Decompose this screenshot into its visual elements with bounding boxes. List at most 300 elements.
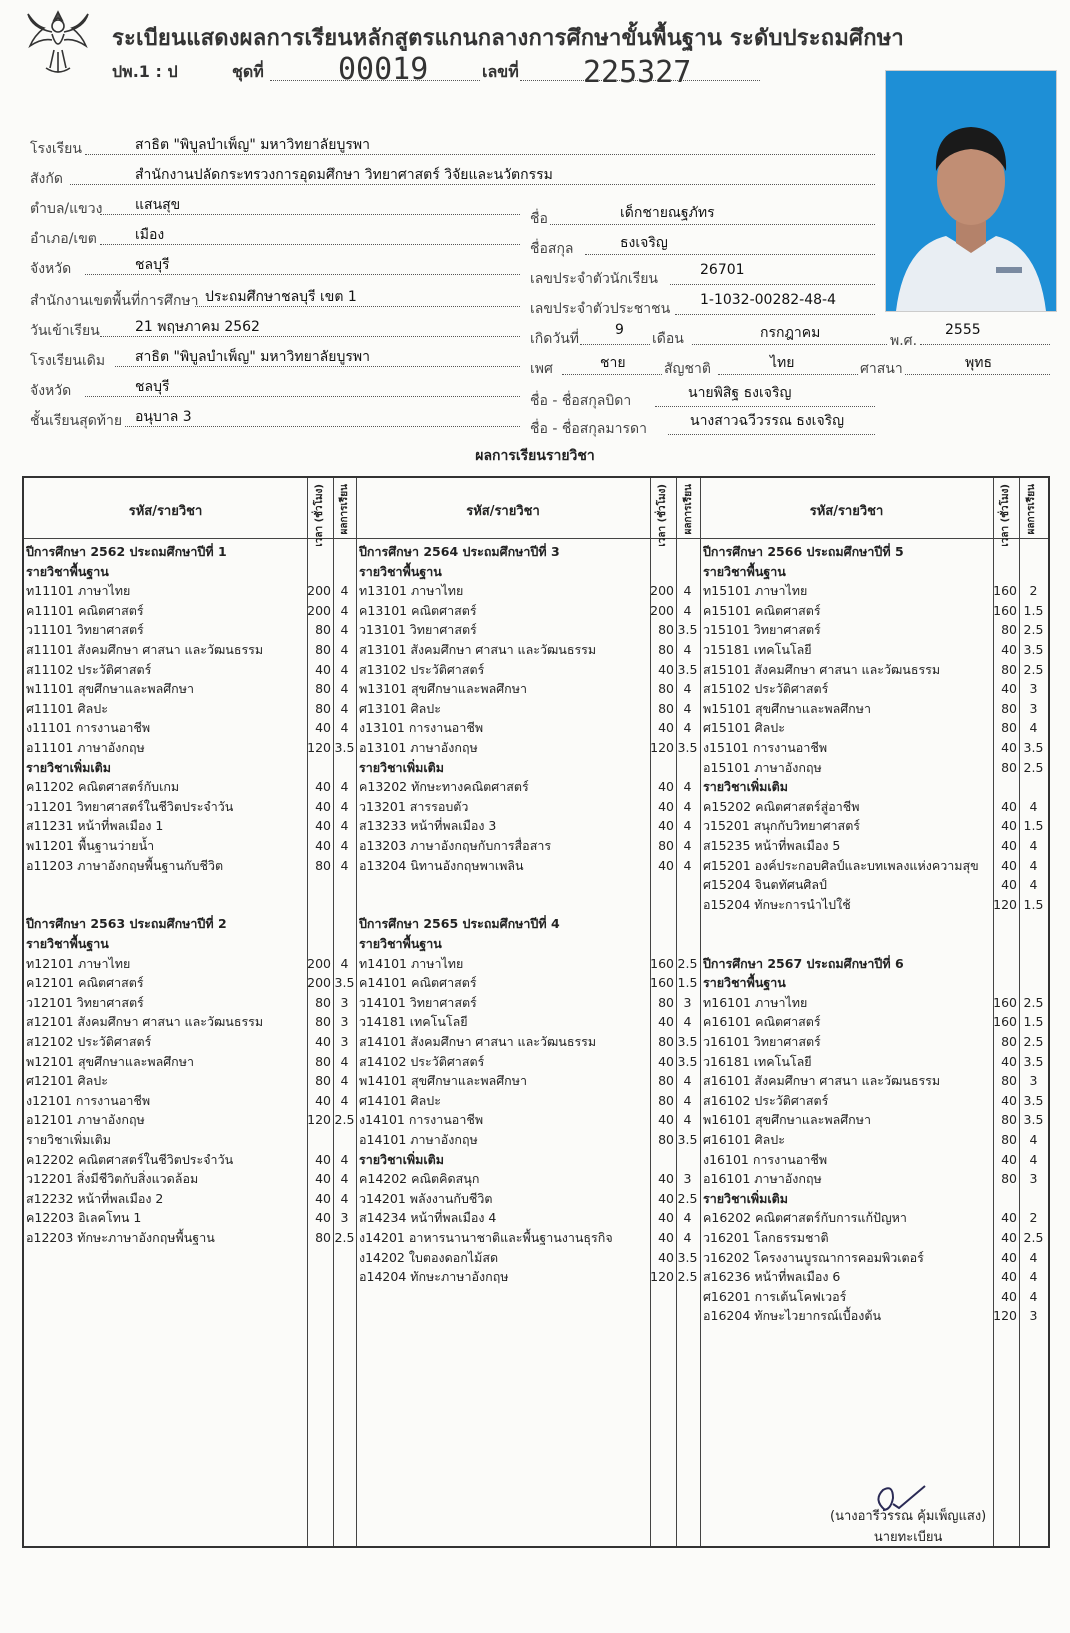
hours-value: 120 (993, 896, 1017, 912)
hours-value: 80 (658, 1034, 674, 1049)
section-heading: รายวิชาพื้นฐาน (703, 563, 786, 579)
subject-name: ศ15201 องค์ประกอบศิลป์และบทเพลงแห่งความสุข (703, 857, 979, 873)
subject-name: พ16101 สุขศึกษาและพลศึกษา (703, 1112, 872, 1128)
table-row (24, 542, 1048, 562)
hours-value: 160 (993, 994, 1017, 1010)
subject-name: อ14101 ภาษาอังกฤษ (359, 1132, 478, 1147)
grade-value: 4 (1029, 857, 1038, 873)
entry-date-value: 21 พฤษภาคม 2562 (135, 319, 260, 335)
grade-value: 4 (683, 583, 692, 599)
grade-value: 4 (1029, 798, 1038, 814)
subject-name: ว13101 วิทยาศาสตร์ (359, 622, 477, 638)
hours-value: 80 (1001, 1073, 1017, 1089)
hours-value: 40 (658, 1249, 674, 1265)
subject-name: ค15101 คณิตศาสตร์ (703, 602, 821, 618)
table-row (24, 718, 1048, 738)
hours-value: 200 (307, 975, 331, 991)
hours-value: 40 (658, 818, 674, 834)
hours-value: 40 (658, 1112, 674, 1128)
religion-value: พุทธ (965, 355, 993, 371)
grade-value: 3 (1029, 681, 1038, 697)
born-year-value: 2555 (945, 322, 981, 338)
grade-value: 3.5 (1023, 642, 1044, 657)
no-number: 225327 (583, 55, 692, 90)
district-value: เมือง (135, 227, 165, 243)
results-section-title: ผลการเรียนรายวิชา (475, 448, 595, 464)
table-row (24, 601, 1048, 621)
subject-name: ท12101 ภาษาไทย (26, 955, 131, 971)
grade-value: 4 (683, 838, 692, 853)
prev-school-label: โรงเรียนเดิม (30, 353, 106, 369)
last-grade-value: อนุบาล 3 (135, 409, 192, 425)
col-header-subject-1: รหัส/รายวิชา (128, 504, 203, 519)
hours-value: 40 (315, 838, 331, 853)
col-header-hours-3: เวลา (ชั่วโมง) (1000, 484, 1011, 547)
grade-value: 3.5 (1023, 1112, 1044, 1128)
grade-value: 2.5 (1023, 1034, 1044, 1049)
citizen-id-value: 1-1032-00282-48-4 (700, 292, 837, 308)
hours-value: 40 (1001, 877, 1017, 893)
subject-name: อ15204 ทักษะการนำไปใช้ (703, 896, 851, 912)
grade-value: 4 (340, 857, 349, 873)
grade-value: 3.5 (677, 1034, 698, 1049)
col-header-subject-2: รหัส/รายวิชา (466, 504, 540, 519)
table-row (24, 1248, 1048, 1268)
grade-value: 3.5 (677, 1249, 698, 1265)
table-row (24, 1110, 1048, 1130)
prev-province-label: จังหวัด (30, 383, 72, 399)
table-row (24, 1032, 1048, 1052)
name-value: เด็กชายณฐภัทร (620, 205, 715, 221)
subject-name: รายวิชาเพิ่มเติม (26, 1132, 111, 1147)
grade-value: 4 (1029, 1288, 1038, 1304)
subject-name: อ16101 ภาษาอังกฤษ (703, 1171, 822, 1187)
hours-value: 40 (315, 1171, 331, 1187)
table-row (24, 797, 1048, 817)
subject-name: ส14234 หน้าที่พลเมือง 4 (359, 1210, 497, 1226)
hours-value: 40 (658, 720, 674, 736)
grade-value: 2.5 (677, 955, 698, 971)
hours-value: 80 (658, 994, 674, 1010)
religion-label: ศาสนา (860, 361, 903, 377)
subject-name: อ12203 ทักษะภาษาอังกฤษพื้นฐาน (26, 1230, 215, 1245)
section-heading: รายวิชาเพิ่มเติม (703, 1190, 788, 1206)
nationality-value: ไทย (770, 355, 795, 371)
col-header-grade-3: ผลการเรียน (1026, 484, 1037, 535)
subject-name: ท13101 ภาษาไทย (359, 583, 464, 599)
table-row (24, 934, 1048, 954)
hours-value: 40 (315, 1151, 331, 1167)
subject-name: อ13204 นิทานอังกฤษพาเพลิน (359, 857, 524, 873)
subject-name: ส13101 สังคมศึกษา ศาสนา และวัฒนธรรม (359, 642, 597, 657)
hours-value: 40 (315, 779, 331, 795)
hours-value: 80 (1001, 700, 1017, 716)
table-row (24, 1267, 1048, 1287)
grade-value: 4 (340, 602, 349, 618)
table-row (24, 875, 1048, 895)
table-row (24, 581, 1048, 601)
subject-name: ง14201 อาหารนานาชาติและพื้นฐานงานธุรกิจ (359, 1230, 613, 1245)
subject-name: ค15202 คณิตศาสตร์สู่อาชีพ (703, 798, 860, 814)
section-heading: รายวิชาพื้นฐาน (703, 975, 786, 991)
hours-value: 120 (307, 1112, 331, 1128)
hours-value: 80 (315, 622, 331, 638)
subject-name: ว14201 พลังงานกับชีวิต (359, 1190, 493, 1206)
grade-value: 3.5 (677, 1132, 698, 1147)
subject-name: ศ11101 ศิลปะ (26, 700, 108, 716)
grade-value: 3 (1029, 1073, 1038, 1089)
school-label: โรงเรียน (30, 141, 82, 157)
signature-block (830, 1505, 986, 1547)
grade-value: 2.5 (334, 1112, 355, 1128)
subject-name: ท15101 ภาษาไทย (703, 583, 808, 599)
grade-value: 4 (1029, 1151, 1038, 1167)
table-row (24, 856, 1048, 876)
subject-name: ส12101 สังคมศึกษา ศาสนา และวัฒนธรรม (26, 1014, 264, 1030)
hours-value: 40 (658, 661, 674, 677)
table-row (24, 816, 1048, 836)
student-id-label: เลขประจำตัวนักเรียน (530, 271, 659, 287)
hours-value: 40 (1001, 1230, 1017, 1245)
grade-value: 4 (1029, 720, 1038, 736)
grade-value: 4 (340, 1073, 349, 1089)
section-heading: ปีการศึกษา 2563 ประถมศึกษาปีที่ 2 (26, 916, 227, 932)
grade-value: 2.5 (1023, 622, 1044, 638)
table-row (24, 914, 1048, 934)
table-row (24, 1306, 1048, 1326)
hours-value: 40 (315, 798, 331, 814)
grade-value: 4 (683, 779, 692, 795)
hours-value: 40 (315, 1034, 331, 1049)
hours-value: 40 (658, 798, 674, 814)
section-heading: รายวิชาพื้นฐาน (26, 563, 109, 579)
subject-name: ส16236 หน้าที่พลเมือง 6 (703, 1269, 841, 1285)
grade-value: 3 (683, 1171, 692, 1187)
table-row (24, 993, 1048, 1013)
subject-name: ส14102 ประวัติศาสตร์ (359, 1053, 485, 1069)
grade-value: 4 (1029, 1269, 1038, 1285)
entry-date-label: วันเข้าเรียน (30, 323, 100, 339)
subject-name: อ16204 ทักษะไวยากรณ์เบื้องต้น (703, 1308, 882, 1324)
grade-value: 4 (683, 818, 692, 834)
hours-value: 160 (993, 602, 1017, 618)
hours-value: 160 (650, 955, 674, 971)
grade-value: 4 (340, 1053, 349, 1069)
hours-value: 200 (307, 583, 331, 599)
subject-name: ค11101 คณิตศาสตร์ (26, 602, 144, 618)
subject-name: พ11101 สุขศึกษาและพลศึกษา (26, 681, 195, 697)
subject-name: ศ13101 ศิลปะ (359, 700, 441, 716)
subject-name: ว12201 สิ่งมีชีวิตกับสิ่งแวดล้อม (26, 1171, 199, 1187)
table-row (24, 1287, 1048, 1307)
hours-value: 80 (658, 1132, 674, 1147)
grade-value: 3.5 (1023, 740, 1044, 755)
year-label: พ.ศ. (890, 333, 918, 349)
grade-value: 2.5 (677, 1269, 698, 1285)
table-row (24, 1091, 1048, 1111)
hours-value: 80 (658, 681, 674, 697)
hours-value: 80 (315, 642, 331, 657)
section-heading: รายวิชาเพิ่มเติม (359, 1151, 444, 1167)
set-label: ชุดที่ (232, 62, 264, 81)
table-row (24, 620, 1048, 640)
grade-value: 3.5 (677, 1053, 698, 1069)
grade-value: 4 (1029, 838, 1038, 853)
grade-value: 4 (340, 1190, 349, 1206)
subject-name: ว16202 โครงงานบูรณาการคอมพิวเตอร์ (703, 1249, 924, 1265)
section-heading: รายวิชาพื้นฐาน (359, 563, 442, 579)
born-day-value: 9 (615, 322, 624, 338)
subject-name: ส15102 ประวัติศาสตร์ (703, 681, 829, 697)
subject-name: ง13101 การงานอาชีพ (359, 720, 484, 736)
subject-name: ส11231 หน้าที่พลเมือง 1 (26, 818, 164, 834)
table-row (24, 954, 1048, 974)
student-id-value: 26701 (700, 262, 745, 278)
subject-name: ส14101 สังคมศึกษา ศาสนา และวัฒนธรรม (359, 1034, 597, 1049)
grade-value: 4 (340, 818, 349, 834)
registrar-role: นายทะเบียน (873, 1530, 943, 1545)
subject-name: ส12102 ประวัติศาสตร์ (26, 1034, 152, 1049)
col-header-hours-2: เวลา (ชั่วโมง) (657, 484, 668, 547)
hours-value: 40 (658, 1230, 674, 1245)
grade-value: 4 (683, 1092, 692, 1108)
document-title: ระเบียนแสดงผลการเรียนหลักสูตรแกนกลางการศึกษาขั้นพื้นฐาน ระดับประถมศึกษา (112, 26, 904, 51)
grade-value: 1.5 (1023, 818, 1044, 834)
table-row (24, 895, 1048, 915)
affil-value: สำนักงานปลัดกระทรวงการอุดมศึกษา วิทยาศาสตร์ วิจัยและนวัตกรรม (135, 167, 553, 183)
subject-name: ศ14101 ศิลปะ (359, 1092, 441, 1108)
hours-value: 80 (315, 700, 331, 716)
mother-label: ชื่อ - ชื่อสกุลมารดา (530, 421, 647, 437)
hours-value: 40 (315, 720, 331, 736)
hours-value: 80 (1001, 759, 1017, 775)
table-row (24, 640, 1048, 660)
grade-value: 4 (683, 1210, 692, 1226)
subject-name: ค12202 คณิตศาสตร์ในชีวิตประจำวัน (26, 1151, 234, 1167)
grade-value: 4 (340, 1171, 349, 1187)
subject-name: ท11101 ภาษาไทย (26, 583, 131, 599)
grade-value: 4 (340, 798, 349, 814)
hours-value: 40 (1001, 681, 1017, 697)
subject-name: ง14101 การงานอาชีพ (359, 1112, 484, 1128)
subject-name: ส13233 หน้าที่พลเมือง 3 (359, 818, 497, 834)
subject-name: ว11201 วิทยาศาสตร์ในชีวิตประจำวัน (26, 798, 234, 814)
hours-value: 80 (658, 622, 674, 638)
subject-name: อ11101 ภาษาอังกฤษ (26, 740, 145, 755)
section-heading: รายวิชาพื้นฐาน (359, 936, 442, 951)
nationality-label: สัญชาติ (664, 361, 711, 377)
table-row (24, 1189, 1048, 1209)
subject-name: ค16202 คณิตศาสตร์กับการแก้ปัญหา (703, 1210, 907, 1226)
table-row (24, 1130, 1048, 1150)
grade-value: 4 (683, 642, 692, 657)
subject-name: ศ12101 ศิลปะ (26, 1073, 108, 1089)
grade-value: 4 (340, 720, 349, 736)
grade-value: 3 (340, 1210, 349, 1226)
subject-name: ง15101 การงานอาชีพ (703, 740, 828, 755)
hours-value: 80 (658, 838, 674, 853)
hours-value: 80 (1001, 1034, 1017, 1049)
hours-value: 120 (307, 740, 331, 755)
name-label: ชื่อ (530, 211, 548, 227)
subject-name: อ13101 ภาษาอังกฤษ (359, 740, 478, 755)
subject-name: ส11101 สังคมศึกษา ศาสนา และวัฒนธรรม (26, 642, 264, 657)
subject-name: ส15235 หน้าที่พลเมือง 5 (703, 838, 841, 853)
hours-value: 40 (658, 857, 674, 873)
registrar-name: (นางอารีวรรณ คุ้มเพ็ญแสง) (830, 1509, 987, 1524)
subject-name: ส15101 สังคมศึกษา ศาสนา และวัฒนธรรม (703, 661, 941, 677)
hours-value: 160 (993, 1014, 1017, 1030)
month-label: เดือน (652, 331, 684, 347)
section-heading: รายวิชาพื้นฐาน (26, 936, 109, 951)
grade-value: 3 (1029, 1171, 1038, 1187)
sex-value: ชาย (600, 355, 626, 371)
subject-name: พ14101 สุขศึกษาและพลศึกษา (359, 1073, 528, 1089)
grade-value: 3 (1029, 1308, 1038, 1324)
table-row (24, 699, 1048, 719)
grade-value: 3.5 (1023, 1092, 1044, 1108)
grade-value: 3 (1029, 700, 1038, 716)
grade-value: 4 (340, 1151, 349, 1167)
hours-value: 120 (993, 1308, 1017, 1324)
subject-name: ว15181 เทคโนโลยี (703, 642, 812, 657)
subject-name: ว16201 โลกธรรมชาติ (703, 1230, 829, 1245)
hours-value: 80 (315, 994, 331, 1010)
subject-name: ง12101 การงานอาชีพ (26, 1092, 151, 1108)
subject-name: ค13101 คณิตศาสตร์ (359, 602, 477, 618)
subject-name: ว14181 เทคโนโลยี (359, 1014, 468, 1030)
grade-value: 2 (1029, 1210, 1038, 1226)
section-heading: รายวิชาเพิ่มเติม (703, 779, 788, 795)
hours-value: 40 (1001, 838, 1017, 853)
hours-value: 40 (315, 1190, 331, 1206)
district-label: อำเภอ/เขต (30, 231, 97, 247)
subject-name: ค16101 คณิตศาสตร์ (703, 1014, 821, 1030)
school-value: สาธิต "พิบูลบำเพ็ญ" มหาวิทยาลัยบูรพา (135, 137, 370, 153)
col-header-subject-3: รหัส/รายวิชา (809, 504, 884, 519)
grade-value: 2.5 (1023, 661, 1044, 677)
subject-name: พ11201 พื้นฐานว่ายน้ำ (26, 838, 155, 853)
grade-value: 3 (683, 994, 692, 1010)
hours-value: 80 (315, 1230, 331, 1245)
grade-value: 2.5 (334, 1230, 355, 1245)
hours-value: 80 (315, 1014, 331, 1030)
grade-value: 1.5 (1023, 1014, 1044, 1030)
col-header-hours-1: เวลา (ชั่วโมง) (314, 484, 325, 547)
hours-value: 40 (1001, 1210, 1017, 1226)
hours-value: 80 (658, 700, 674, 716)
area-label: สำนักงานเขตพื้นที่การศึกษา (30, 293, 199, 309)
subject-name: ท14101 ภาษาไทย (359, 955, 464, 971)
grade-value: 4 (683, 1014, 692, 1030)
grade-value: 4 (340, 700, 349, 716)
hours-value: 40 (1001, 642, 1017, 657)
grade-value: 4 (683, 720, 692, 736)
surname-value: ธงเจริญ (620, 235, 668, 251)
hours-value: 80 (1001, 622, 1017, 638)
grade-value: 3 (340, 1014, 349, 1030)
sex-label: เพศ (530, 361, 553, 377)
section-heading: ปีการศึกษา 2565 ประถมศึกษาปีที่ 4 (359, 916, 560, 932)
table-row (24, 758, 1048, 778)
grade-value: 2 (1029, 583, 1038, 599)
subject-name: พ12101 สุขศึกษาและพลศึกษา (26, 1053, 195, 1069)
subdistrict-value: แสนสุข (135, 197, 181, 213)
hours-value: 80 (1001, 1132, 1017, 1147)
grade-value: 4 (1029, 877, 1038, 893)
hours-value: 120 (650, 740, 674, 755)
table-row (24, 1052, 1048, 1072)
grade-value: 3 (340, 994, 349, 1010)
subject-name: อ14204 ทักษะภาษาอังกฤษ (359, 1269, 509, 1285)
subject-name: อ15101 ภาษาอังกฤษ (703, 759, 822, 775)
grade-value: 4 (340, 661, 349, 677)
grade-value: 4 (683, 1112, 692, 1128)
grade-value: 4 (340, 622, 349, 638)
last-grade-label: ชั้นเรียนสุดท้าย (30, 413, 123, 429)
grade-value: 1.5 (677, 975, 698, 991)
hours-value: 40 (1001, 740, 1017, 755)
grade-value: 3 (340, 1034, 349, 1049)
garuda-emblem-icon (22, 6, 94, 78)
table-row (24, 738, 1048, 758)
table-row (24, 777, 1048, 797)
grade-value: 1.5 (1023, 896, 1044, 912)
form-code: ปพ.1 : ป (112, 62, 178, 81)
subject-name: ว16101 วิทยาศาสตร์ (703, 1034, 821, 1049)
no-label: เลขที่ (482, 62, 519, 81)
section-heading: ปีการศึกษา 2567 ประถมศึกษาปีที่ 6 (703, 955, 904, 971)
subdistrict-label: ตำบล/แขวง (30, 201, 103, 217)
grade-value: 2.5 (1023, 759, 1044, 775)
hours-value: 40 (1001, 1249, 1017, 1265)
grade-value: 3.5 (1023, 1053, 1044, 1069)
table-row (24, 679, 1048, 699)
hours-value: 120 (650, 1269, 674, 1285)
grade-value: 4 (683, 1073, 692, 1089)
subject-name: ส16101 สังคมศึกษา ศาสนา และวัฒนธรรม (703, 1073, 941, 1089)
grade-value: 4 (1029, 1132, 1038, 1147)
subject-name: ส12232 หน้าที่พลเมือง 2 (26, 1190, 164, 1206)
table-row (24, 562, 1048, 582)
hours-value: 200 (307, 602, 331, 618)
col-header-grade-2: ผลการเรียน (683, 484, 694, 535)
subject-name: ค14101 คณิตศาสตร์ (359, 975, 477, 991)
subject-name: ง16101 การงานอาชีพ (703, 1151, 828, 1167)
province-label: จังหวัด (30, 261, 72, 277)
grade-value: 3.5 (334, 975, 355, 991)
table-row (24, 1071, 1048, 1091)
table-row (24, 1012, 1048, 1032)
hours-value: 40 (315, 1210, 331, 1226)
subject-name: ค12101 คณิตศาสตร์ (26, 975, 144, 991)
hours-value: 40 (315, 661, 331, 677)
hours-value: 40 (1001, 1151, 1017, 1167)
hours-value: 40 (658, 779, 674, 795)
surname-label: ชื่อสกุล (530, 241, 574, 257)
subject-name: ว14101 วิทยาศาสตร์ (359, 994, 477, 1010)
hours-value: 80 (658, 1092, 674, 1108)
section-heading: ปีการศึกษา 2566 ประถมศึกษาปีที่ 5 (703, 544, 904, 559)
grade-value: 4 (683, 602, 692, 618)
subject-name: พ13101 สุขศึกษาและพลศึกษา (359, 681, 528, 697)
subject-name: ส16102 ประวัติศาสตร์ (703, 1092, 829, 1108)
born-label: เกิดวันที่ (530, 331, 580, 347)
table-row (24, 1228, 1048, 1248)
father-label: ชื่อ - ชื่อสกุลบิดา (530, 393, 632, 409)
hours-value: 80 (1001, 720, 1017, 736)
grade-value: 4 (1029, 1249, 1038, 1265)
